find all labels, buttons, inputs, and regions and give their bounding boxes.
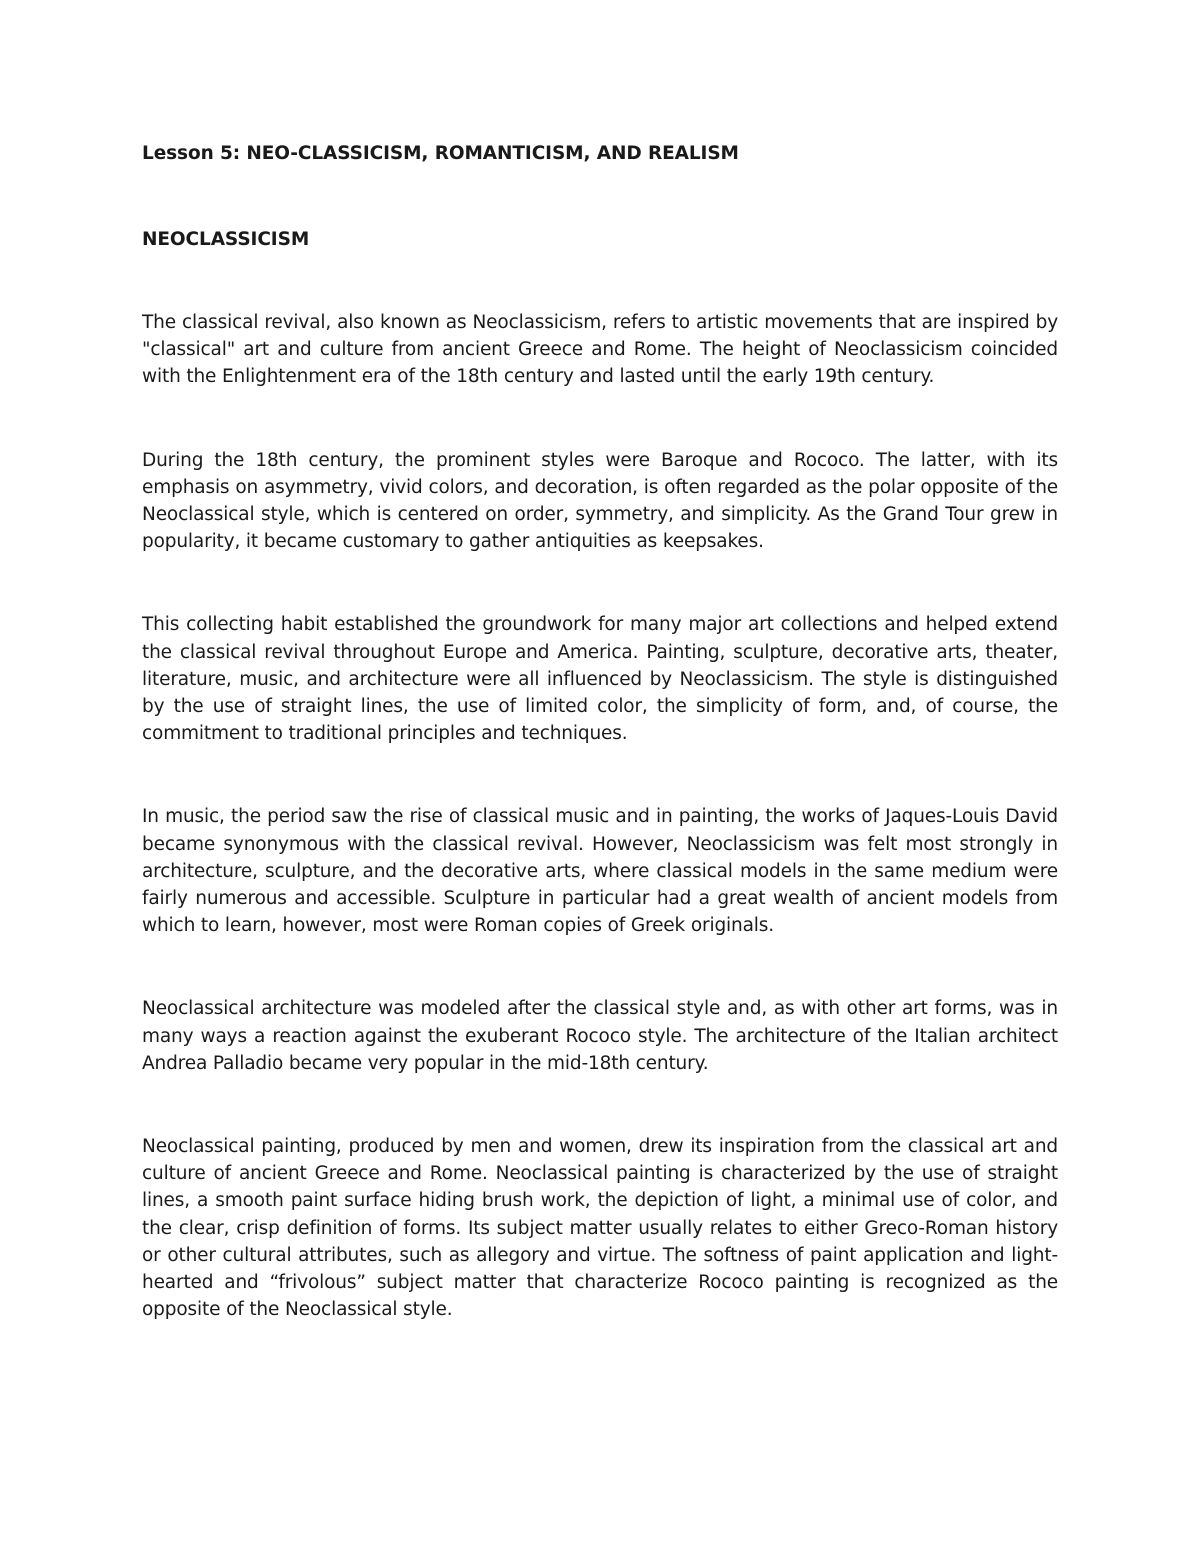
paragraph-5: Neoclassical architecture was modeled after the classical style and, as with other art forms, was in many ways a reaction against the exuberant Rococo style. The architecture of the Italian architect Andrea Palladio became very popular in the mid-18th century.	[142, 998, 1058, 1074]
paragraph-4: In music, the period saw the rise of classical music and in painting, the works of Jaques-Louis David became synonymous with the classical revival. However, Neoclassicism was felt most strongly in architecture, sculpture, and the decorative arts, where classical models in the same medium were fairly numerous and accessible. Sculpture in particular had a great wealth of ancient models from which to learn, however, most were Roman copies of Greek originals.	[142, 806, 1058, 937]
document-body	[142, 140, 1058, 1323]
paragraph-1: The classical revival, also known as Neoclassicism, refers to artistic movements that are inspired by "classical" art and culture from ancient Greece and Rome. The height of Neoclassicism coincided with the Enlightenment era of the 18th century and lasted until the early 19th century.	[142, 312, 1058, 388]
paragraph-6: Neoclassical painting, produced by men and women, drew its inspiration from the classical art and culture of ancient Greece and Rome. Neoclassical painting is characterized by the use of straight lines, a smooth paint surface hiding brush work, the depiction of light, a minimal use of color, and the clear, crisp definition of forms. Its subject matter usually relates to either Greco-Roman history or other cultural attributes, such as allegory and virtue. The softness of paint application and light-hearted and “frivolous” subject matter that characterize Rococo painting is recognized as the opposite of the Neoclassical style.	[142, 1136, 1058, 1321]
paragraph-2: During the 18th century, the prominent styles were Baroque and Rococo. The latter, with its emphasis on asymmetry, vivid colors, and decoration, is often regarded as the polar opposite of the Neoclassical style, which is centered on order, symmetry, and simplicity. As the Grand Tour grew in popularity, it became customary to gather antiquities as keepsakes.	[142, 449, 1058, 553]
section-heading: NEOCLASSICISM	[142, 229, 310, 250]
paragraph-3: This collecting habit established the groundwork for many major art collections and helped extend the classical revival throughout Europe and America. Painting, sculpture, decorative arts, theater, literature, music, and architecture were all influenced by Neoclassicism. The style is distinguished by the use of straight lines, the use of limited color, the simplicity of form, and, of course, the commitment to traditional principles and techniques.	[142, 614, 1058, 745]
lesson-title: Lesson 5: NEO-CLASSICISM, ROMANTICISM, AND REALISM	[142, 143, 739, 164]
